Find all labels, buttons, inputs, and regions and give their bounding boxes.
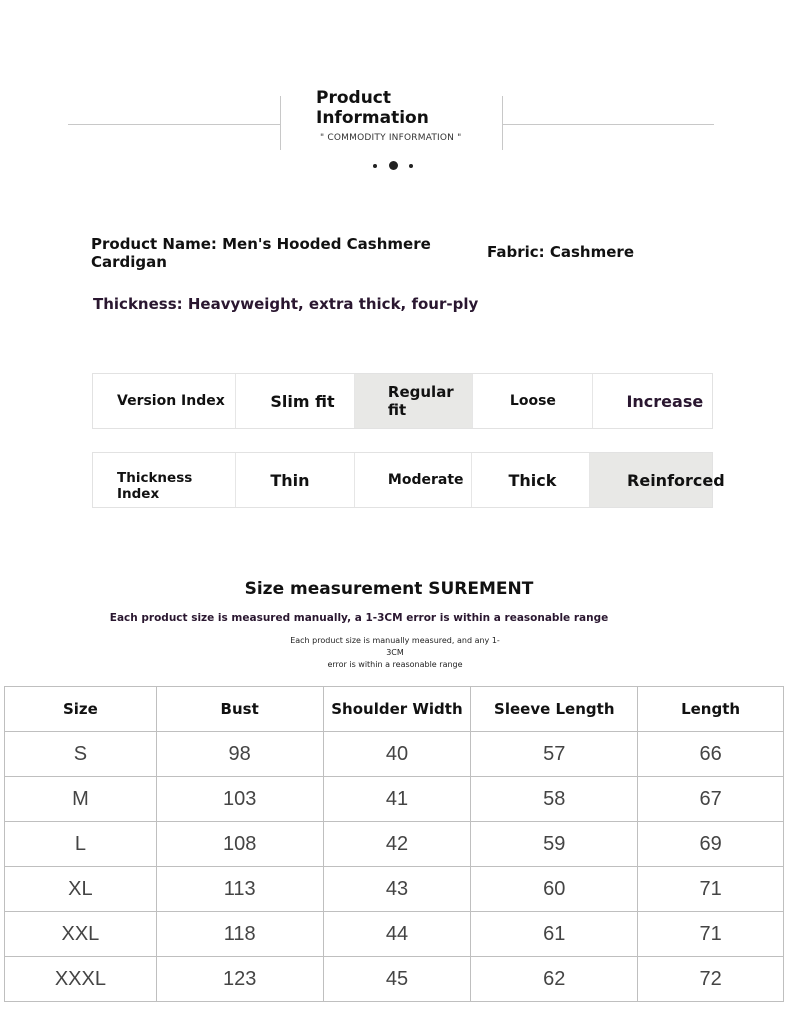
size-section-title: Size measurement SUREMENT — [244, 579, 534, 599]
cell-shoulder-width: 44 — [323, 912, 471, 957]
header-left-bracket — [280, 96, 281, 150]
cell-size: XL — [5, 867, 157, 912]
table-row — [5, 957, 784, 1002]
cell-length: 71 — [638, 912, 784, 957]
cell-sleeve-length: 61 — [471, 912, 638, 957]
size-note-small-line2: error is within a reasonable range — [327, 660, 463, 669]
cell-length: 66 — [638, 732, 784, 777]
cell-length: 71 — [638, 867, 784, 912]
cell-bust: 98 — [156, 732, 323, 777]
cell-sleeve-length: 58 — [471, 777, 638, 822]
cell-bust: 103 — [156, 777, 323, 822]
cell-sleeve-length: 60 — [471, 867, 638, 912]
cell-length: 67 — [638, 777, 784, 822]
cell-size: S — [5, 732, 157, 777]
thickness-option-moderate[interactable]: Moderate — [355, 453, 473, 507]
table-row — [5, 912, 784, 957]
table-row — [5, 867, 784, 912]
size-section-note-small — [290, 635, 500, 671]
version-option-slim-fit[interactable]: Slim fit — [236, 374, 355, 428]
thickness: Thickness: Heavyweight, extra thick, four-ply — [93, 295, 479, 313]
header-left-rule — [68, 124, 280, 125]
thickness-option-thick[interactable]: Thick — [472, 453, 590, 507]
dot-large-icon — [389, 161, 398, 170]
thickness-index-label: Thickness Index — [93, 453, 236, 507]
cell-bust: 108 — [156, 822, 323, 867]
cell-bust: 118 — [156, 912, 323, 957]
cell-size: L — [5, 822, 157, 867]
size-table — [4, 686, 784, 1002]
header-bust: Bust — [156, 687, 323, 732]
dot-small-left-icon — [373, 164, 377, 168]
size-section-note: Each product size is measured manually, a 1-3CM error is within a reasonable range — [109, 612, 609, 624]
cell-shoulder-width: 45 — [323, 957, 471, 1002]
header-length: Length — [638, 687, 784, 732]
cell-length: 69 — [638, 822, 784, 867]
table-row — [5, 777, 784, 822]
page-title — [316, 88, 429, 128]
thickness-option-reinforced[interactable]: Reinforced — [590, 453, 712, 507]
cell-length: 72 — [638, 957, 784, 1002]
thickness-option-thin[interactable]: Thin — [236, 453, 355, 507]
version-index-table — [92, 373, 713, 429]
version-option-regular-fit[interactable]: Regular fit — [355, 374, 473, 428]
cell-shoulder-width: 41 — [323, 777, 471, 822]
header-right-bracket — [502, 96, 503, 150]
cell-sleeve-length: 59 — [471, 822, 638, 867]
table-row — [5, 822, 784, 867]
header-right-rule — [502, 124, 714, 125]
cell-shoulder-width: 40 — [323, 732, 471, 777]
header-shoulder-width: Shoulder Width — [323, 687, 471, 732]
cell-size: XXXL — [5, 957, 157, 1002]
cell-sleeve-length: 62 — [471, 957, 638, 1002]
table-row — [5, 732, 784, 777]
cell-shoulder-width: 42 — [323, 822, 471, 867]
header-sleeve-length: Sleeve Length — [471, 687, 638, 732]
dot-small-right-icon — [409, 164, 413, 168]
cell-bust: 123 — [156, 957, 323, 1002]
size-note-small-line1: Each product size is manually measured, and any 1-3CM — [290, 636, 500, 657]
fabric: Fabric: Cashmere — [487, 243, 634, 261]
cell-bust: 113 — [156, 867, 323, 912]
cell-size: XXL — [5, 912, 157, 957]
product-name: Product Name: Men's Hooded Cashmere Cardigan — [91, 235, 431, 271]
page-subtitle: " COMMODITY INFORMATION " — [320, 133, 462, 143]
page-title-line2: Information — [316, 108, 429, 128]
size-table-header-row — [5, 687, 784, 732]
version-option-loose[interactable]: Loose — [473, 374, 594, 428]
cell-size: M — [5, 777, 157, 822]
page-title-line1: Product — [316, 88, 391, 108]
cell-sleeve-length: 57 — [471, 732, 638, 777]
version-index-label: Version Index — [93, 374, 236, 428]
thickness-index-table — [92, 452, 725, 508]
cell-shoulder-width: 43 — [323, 867, 471, 912]
version-option-increase[interactable]: Increase — [626, 391, 704, 411]
header-size: Size — [5, 687, 157, 732]
